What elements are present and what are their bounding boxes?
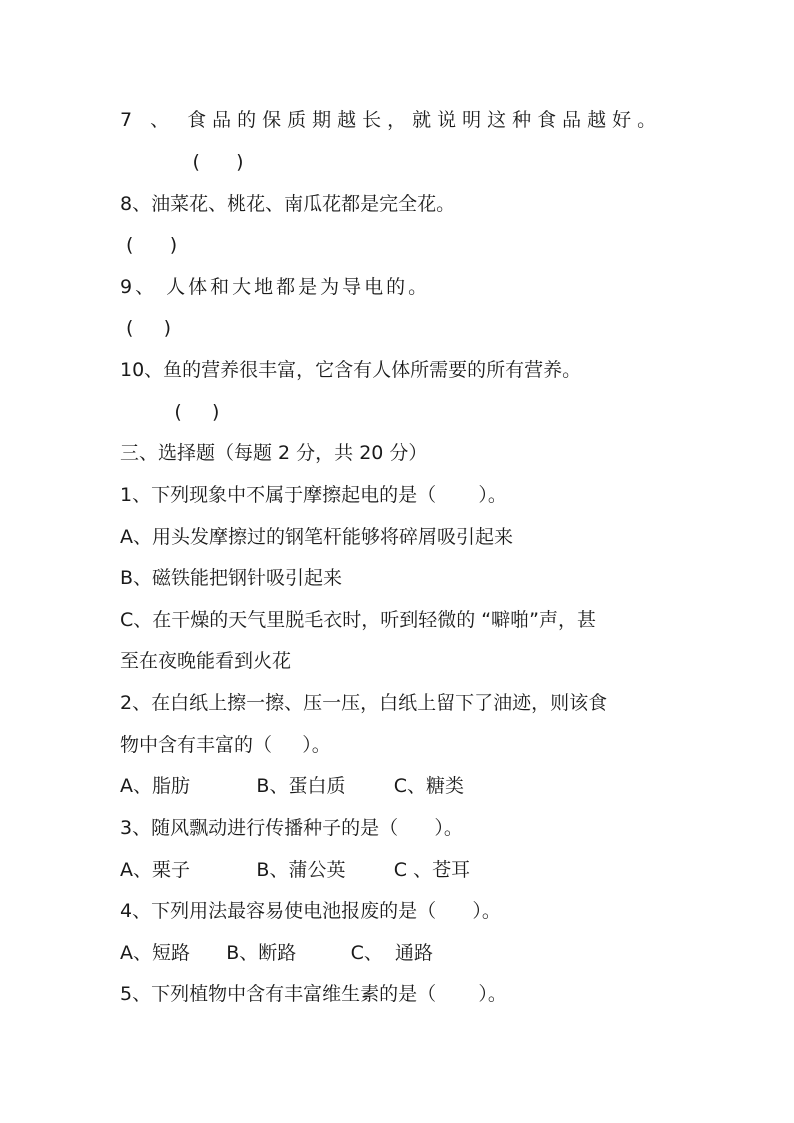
question-7-text: 7 、 食品的保质期越长，就说明这种食品越好。 (120, 109, 663, 131)
choice-1-option-c-line-2: 至在夜晚能看到火花 (120, 650, 292, 672)
choice-3-options: A、栗子 B、蒲公英 C 、苍耳 (120, 859, 471, 881)
question-8-answer-blank: ( ) (120, 234, 178, 256)
choice-question-5: 5、下列植物中含有丰富维生素的是（ ）。 (120, 983, 507, 1005)
section-3-heading: 三、选择题（每题 2 分，共 20 分） (120, 442, 428, 464)
choice-1-option-c-line-1: C、在干燥的天气里脱毛衣时，听到轻微的 “噼啪”声，甚 (120, 609, 596, 631)
choice-question-3: 3、随风飘动进行传播种子的是（ ）。 (120, 817, 463, 839)
choice-question-4: 4、下列用法最容易使电池报废的是（ ）。 (120, 900, 501, 922)
choice-question-2-line-2: 物中含有丰富的（ ）。 (120, 734, 331, 756)
choice-1-option-a: A、用头发摩擦过的钢笔杆能够将碎屑吸引起来 (120, 526, 513, 548)
question-9-text: 9、 人体和大地都是为导电的。 (120, 276, 431, 298)
choice-question-1: 1、下列现象中不属于摩擦起电的是（ ）。 (120, 484, 507, 506)
question-10-answer-blank: ( ) (120, 401, 220, 423)
question-8-text: 8、油菜花、桃花、南瓜花都是完全花。 (120, 193, 456, 215)
choice-2-options: A、脂肪 B、蛋白质 C、糖类 (120, 775, 465, 797)
question-7-answer-blank: ( ) (120, 151, 244, 173)
question-10-text: 10、鱼的营养很丰富，它含有人体所需要的所有营养。 (120, 359, 582, 381)
question-9-answer-blank: ( ) (120, 317, 172, 339)
choice-question-2-line-1: 2、在白纸上擦一擦、压一压，白纸上留下了油迹，则该食 (120, 692, 608, 714)
choice-1-option-b: B、磁铁能把钢针吸引起来 (120, 567, 343, 589)
choice-4-options: A、短路 B、断路 C、 通路 (120, 942, 433, 964)
